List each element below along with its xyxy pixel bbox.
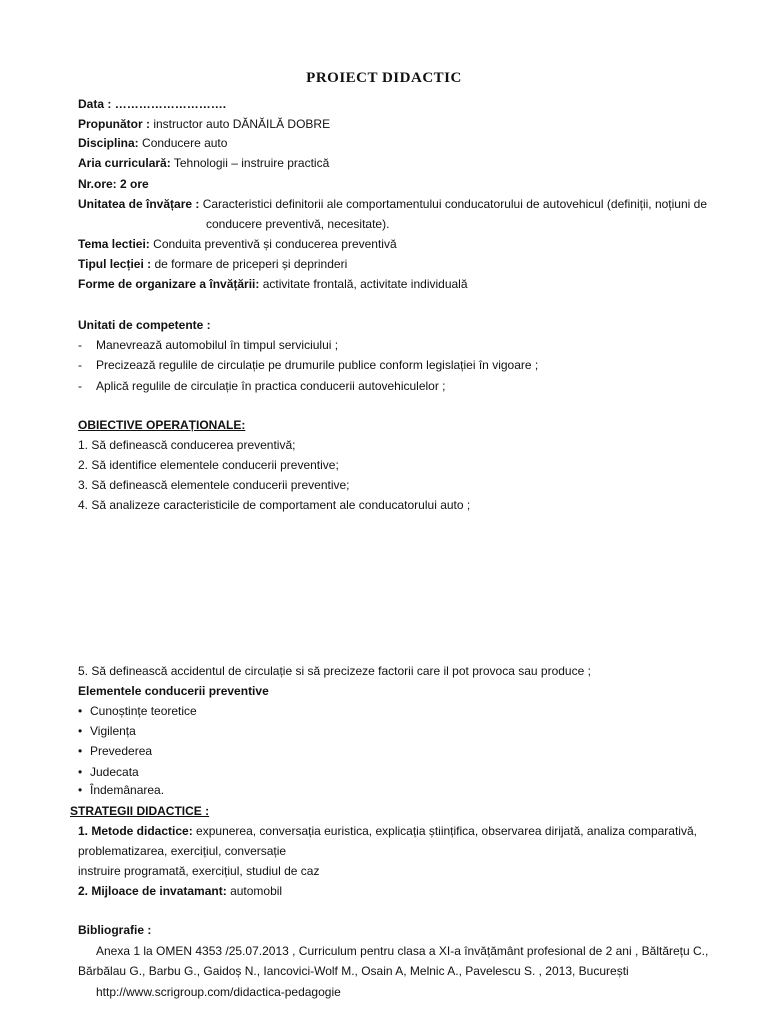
obiectiv-item: 5. Să definească accidentul de circulație si să precizeze factorii care il pot provoca sau produce ;: [78, 664, 591, 678]
data-value: ……………………….: [114, 97, 227, 111]
bullet-marker: •: [78, 744, 83, 758]
metode-label: 1. Metode didactice:: [78, 824, 193, 838]
nrore-row: Nr.ore: 2 ore: [78, 177, 149, 191]
metode-row: [78, 824, 698, 838]
aria-label: Aria curriculară:: [78, 156, 171, 170]
dash-marker: -: [78, 338, 82, 352]
unitatea-value-2: conducere preventivă, necesitate).: [206, 217, 390, 231]
tipul-label: Tipul lecției :: [78, 257, 152, 271]
element-item: Prevederea: [90, 744, 153, 758]
dash-marker: -: [78, 358, 82, 372]
disciplina-row: [78, 136, 227, 150]
bullet-marker: •: [78, 783, 83, 797]
data-row: [78, 97, 226, 111]
forme-row: [78, 277, 468, 291]
element-item: Vigilența: [90, 724, 136, 738]
mijloace-value: automobil: [230, 884, 283, 898]
obiectiv-item: 4. Să analizeze caracteristicile de comportament ale conducatorului auto ;: [78, 498, 471, 512]
tema-value: Conduita preventivă și conducerea preventivă: [153, 237, 397, 251]
aria-row: [78, 156, 329, 170]
unitatea-row: [78, 197, 707, 211]
disciplina-value: Conducere auto: [142, 136, 228, 150]
unitatea-value-1: Caracteristici definitorii ale comportamentului conducatorului de autovehicul (definiții, noțiuni de: [202, 197, 707, 211]
metode-value-3: instruire programată, exercițiul, studiul de caz: [78, 864, 320, 878]
metode-value-2: problematizarea, exercițiul, conversație: [78, 844, 287, 858]
bullet-marker: •: [78, 765, 83, 779]
bibliografie-line-1: Anexa 1 la OMEN 4353 /25.07.2013 , Curriculum pentru clasa a XI-a învățământ profesional de 2 ani , Băltărețu C.,: [96, 944, 709, 958]
aria-value: Tehnologii – instruire practică: [173, 156, 330, 170]
obiective-heading: OBIECTIVE OPERAȚIONALE:: [78, 418, 246, 432]
propunator-label: Propunător :: [78, 117, 150, 131]
tema-label: Tema lectiei:: [78, 237, 150, 251]
competente-heading: Unitati de competente :: [78, 318, 211, 332]
tipul-row: [78, 257, 347, 271]
mijloace-label: 2. Mijloace de invatamant:: [78, 884, 227, 898]
elemente-heading: Elementele conducerii preventive: [78, 684, 269, 698]
strategii-heading: STRATEGII DIDACTICE :: [70, 804, 210, 818]
bibliografie-link[interactable]: http://www.scrigroup.com/didactica-pedagogie: [96, 985, 341, 999]
metode-value-1: expunerea, conversația euristica, explicația științifica, observarea dirijată, analiza comparativă,: [196, 824, 697, 838]
bibliografie-line-2: Bărbălau G., Barbu G., Gaidoș N., Iancovici-Wolf M., Osain A, Melnic A., Pavelescu S. , 2013, București: [78, 964, 629, 978]
competenta-item: Precizează regulile de circulație pe drumurile publice conform legislației în vigoare ;: [96, 358, 539, 372]
bullet-marker: •: [78, 724, 83, 738]
mijloace-row: [78, 884, 282, 898]
data-label: Data :: [78, 97, 112, 111]
document-title: PROIECT DIDACTIC: [306, 70, 462, 86]
competenta-item: Manevrează automobilul în timpul serviciului ;: [96, 338, 339, 352]
bibliografie-heading: Bibliografie :: [78, 923, 152, 937]
element-item: Cunoștințe teoretice: [90, 704, 197, 718]
obiectiv-item: 2. Să identifice elementele conducerii preventive;: [78, 458, 339, 472]
forme-value: activitate frontală, activitate individuală: [262, 277, 468, 291]
tema-row: [78, 237, 397, 251]
element-item: Judecata: [90, 765, 139, 779]
unitatea-label: Unitatea de învățare :: [78, 197, 200, 211]
competenta-item: Aplică regulile de circulație în practica conducerii autovehiculelor ;: [96, 379, 446, 393]
bullet-marker: •: [78, 704, 83, 718]
dash-marker: -: [78, 379, 82, 393]
obiectiv-item: 1. Să definească conducerea preventivă;: [78, 438, 296, 452]
element-item: Îndemânarea.: [90, 783, 165, 797]
propunator-value: instructor auto DĂNĂILĂ DOBRE: [153, 117, 331, 131]
propunator-row: [78, 117, 330, 131]
tipul-value: de formare de priceperi și deprinderi: [154, 257, 348, 271]
disciplina-label: Disciplina:: [78, 136, 139, 150]
forme-label: Forme de organizare a învățării:: [78, 277, 260, 291]
obiectiv-item: 3. Să definească elementele conducerii preventive;: [78, 478, 350, 492]
